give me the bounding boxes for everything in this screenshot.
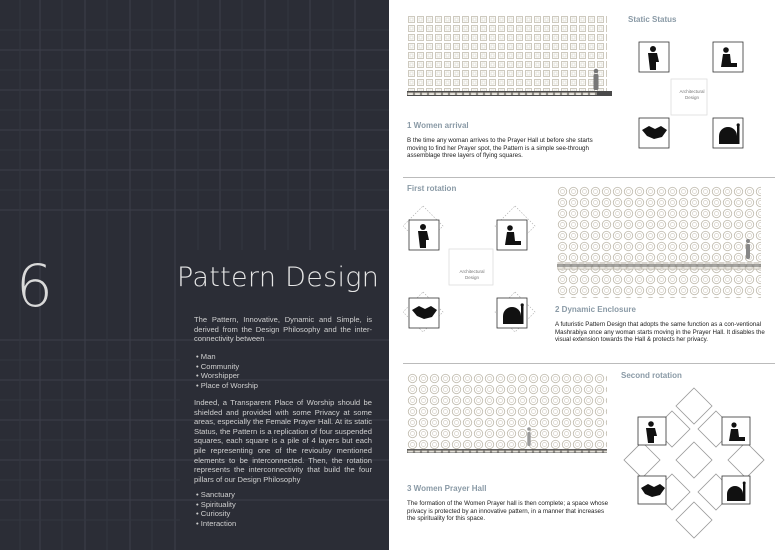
static-status-heading: Static Status bbox=[628, 15, 677, 24]
section-text-3: The formation of the Women Prayer hall is then complete; a space whose privacy is protected by an innovative pattern, in a manner that increases the spirituality for this space. bbox=[407, 500, 609, 523]
list-item: • Interaction bbox=[196, 518, 237, 528]
list-elements bbox=[196, 352, 258, 390]
second-rotation-heading: Second rotation bbox=[621, 371, 682, 380]
pattern-women-prayer-hall bbox=[407, 373, 607, 481]
section-text-2: A futuristic Pattern Design that adopts the same function as a con-ventional Mashrabiya once any woman starts moving in the Prayer Hall. It disables the visual extension towards the Hall & protects her privacy. bbox=[555, 321, 765, 344]
section-heading-2: 2 Dynamic Enclosure bbox=[555, 305, 636, 314]
second-rotation-diagram bbox=[621, 384, 767, 544]
body-paragraph: Indeed, a Transparent Place of Worship should be shielded and provided with some Privacy at some areas, especially the Female Prayer Hall. At its static Status, the Pattern is a replication of four suspended squares, each square is a pile of 4 layers but each pile representing one of the revioulsy mentioned elements to be interconnected. Then, the rotation represents the interconnectivity that build the four pillars of our Design Philosophy bbox=[194, 398, 372, 484]
list-item: • Curiosity bbox=[196, 509, 231, 519]
chapter-title: Pattern Design bbox=[177, 262, 380, 293]
divider bbox=[403, 177, 775, 178]
list-item: • Spirituality bbox=[196, 499, 236, 509]
section-heading-1: 1 Women arrival bbox=[407, 121, 469, 130]
list-item: • Sanctuary bbox=[196, 490, 235, 499]
list-item: • Man bbox=[196, 352, 216, 361]
list-pillars bbox=[196, 490, 236, 528]
center-label-static: Architectural Design bbox=[679, 89, 705, 100]
center-label-rotation: Architectural Design bbox=[459, 269, 485, 280]
divider bbox=[403, 363, 775, 364]
pattern-dynamic-enclosure bbox=[557, 186, 761, 298]
section-heading-3: 3 Women Prayer Hall bbox=[407, 484, 487, 493]
right-page bbox=[389, 0, 778, 550]
intro-paragraph: The Pattern, Innovative, Dynamic and Simple, is derived from the Design Philosophy and the inter-connectivity between bbox=[194, 315, 372, 344]
list-item: • Worshipper bbox=[196, 371, 240, 381]
section-text-1: B the time any woman arrives to the Prayer Hall ut before she starts moving to find her Prayer spot, the Pattern is a simple see-through assemblage three layers of flying squares. bbox=[407, 137, 593, 160]
chapter-number: 6 bbox=[16, 252, 53, 320]
list-item: • Place of Worship bbox=[196, 380, 259, 390]
pattern-women-arrival bbox=[407, 15, 612, 115]
first-rotation-heading: First rotation bbox=[407, 184, 457, 193]
list-item: • Community bbox=[196, 361, 240, 371]
